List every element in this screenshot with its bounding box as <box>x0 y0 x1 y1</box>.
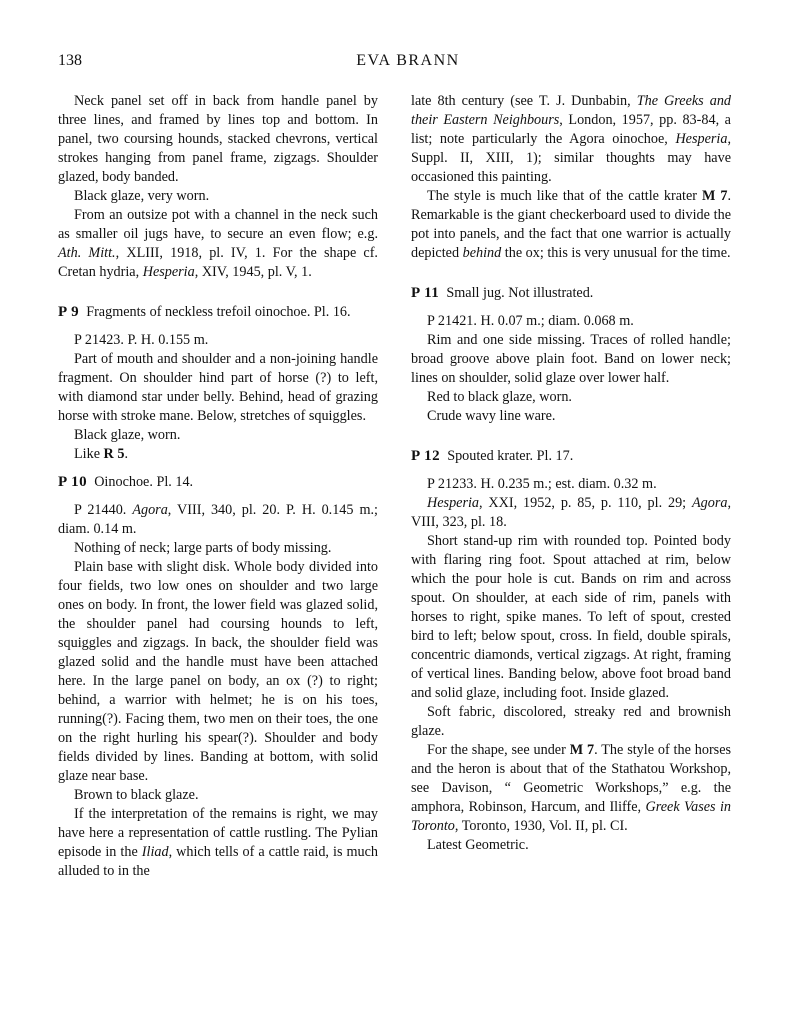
entry-title: Spouted krater. Pl. 17. <box>447 448 574 464</box>
pot-note: From an outsize pot with a channel in the neck such as smaller oil jugs have, to secure an even flow; e.g. Ath. Mitt., XLIII, 1918, pl. IV, 1. For the shape cf. Cretan hydria, Hesperia, XIV, 1945, pl. V, 1. <box>58 207 378 280</box>
entry-ware: Crude wavy line ware. <box>427 408 556 424</box>
entry-references: Hesperia, XXI, 1952, p. 85, p. 110, pl. 29; Agora, VIII, 323, pl. 18. <box>411 495 731 530</box>
entry-date: Latest Geometric. <box>427 837 529 853</box>
entry-description: Plain base with slight disk. Whole body divided into four fields, two low ones on shoulder and two large ones on body. In front, the lower field was glazed solid, the shoulder panel had coursing hounds to left, squiggles and zigzags. In back, the shoulder field was glazed solid and the handle must have been attached here. In the large panel on body, an ox (?) to right; behind, a warrior with helmet; he is on his toes, running(?). Facing them, two men on their toes, the one on the right hurling his spear(?). Shoulder and body fields divided by lines. Banding at bottom, with solid glaze near base. <box>58 559 378 784</box>
entry-condition: Nothing of neck; large parts of body missing. <box>74 540 332 556</box>
catalog-entry-p12 <box>411 447 731 855</box>
entry-heading <box>58 303 378 322</box>
glaze-note: Black glaze, very worn. <box>74 188 210 204</box>
entry-fabric: Soft fabric, discolored, streaky red and brownish glaze. <box>411 704 731 739</box>
catalog-entry-p10 <box>58 473 378 881</box>
inventory-line: P 21423. P. H. 0.155 m. <box>74 332 209 348</box>
running-title: EVA BRANN <box>356 52 460 69</box>
style-paragraph: The style is much like that of the cattle krater M 7. Remarkable is the giant checkerboard used to divide the pot into panels, and the fact that one warrior is actually depicted behind the ox; this is very unusual for the time. <box>411 188 731 261</box>
catalog-entry-p11 <box>411 284 731 426</box>
entry-glaze: Black glaze, worn. <box>74 427 181 443</box>
entry-glaze: Red to black glaze, worn. <box>427 389 572 405</box>
inventory-line: P 21440. Agora, VIII, 340, pl. 20. P. H. 0.145 m.; diam. 0.14 m. <box>58 502 378 537</box>
entry-heading <box>411 447 731 466</box>
entry-glaze: Brown to black glaze. <box>74 787 199 803</box>
entry-comparison: Like R 5. <box>74 446 128 462</box>
entry-heading <box>411 284 731 303</box>
page-number: 138 <box>58 52 82 69</box>
entry-heading <box>58 473 378 492</box>
continued-paragraph: Neck panel set off in back from handle panel by three lines, and framed by lines top and bottom. In panel, two coursing hounds, stacked chevrons, vertical strokes hanging from panel frame, zigzags. Shoulder glazed, body banded. <box>58 93 378 185</box>
catalog-number: P 10 <box>58 474 88 490</box>
catalog-number: P 12 <box>411 448 441 464</box>
entry-title: Fragments of neckless trefoil oinochoe. Pl. 16. <box>86 304 351 320</box>
catalog-number: P 9 <box>58 304 80 320</box>
catalog-number: P 11 <box>411 285 440 301</box>
catalog-entry-p9 <box>58 303 378 464</box>
entry-description: Part of mouth and shoulder and a non-joining handle fragment. On shoulder hind part of horse (?) to left, with diamond star under belly. Behind, head of grazing horse with stroke mane. Below, stretches of squiggles. <box>58 351 378 424</box>
inventory-line: P 21421. H. 0.07 m.; diam. 0.068 m. <box>427 313 634 329</box>
entry-interpretation: If the interpretation of the remains is right, we may have here a representation of cattle rustling. The Pylian episode in the Iliad, which tells of a cattle raid, is much alluded to in the <box>58 806 378 879</box>
entry-title: Oinochoe. Pl. 14. <box>94 474 194 490</box>
entry-title: Small jug. Not illustrated. <box>446 285 594 301</box>
running-header <box>58 52 758 76</box>
entry-description: Rim and one side missing. Traces of rolled handle; broad groove above plain foot. Band on lower neck; lines on shoulder, solid glaze over lower half. <box>411 332 731 386</box>
entry-description: Short stand-up rim with rounded top. Pointed body with flaring ring foot. Spout attached at rim, below which the pour hole is cut. Bands on rim and across spout. On shoulder, at each side of rim, panels with horses to right, spike manes. To left of spout, crested bird to left; below spout, cross. In field, double spirals, concentric diamonds, vertical zigzags. At right, framing of vertical lines. Banding below, above foot broad band and solid glaze, including foot. Inside glazed. <box>411 533 731 701</box>
inventory-line: P 21233. H. 0.235 m.; est. diam. 0.32 m. <box>427 476 657 492</box>
right-column <box>411 92 731 855</box>
entry-comparison: For the shape, see under M 7. The style of the horses and the heron is about that of the Stathatou Workshop, see Davison, “ Geometric Workshops,” e.g. the amphora, Robinson, Harcum, and Iliffe, Greek Vases in Toronto, Toronto, 1930, Vol. II, pl. CI. <box>411 742 732 834</box>
continued-paragraph: late 8th century (see T. J. Dunbabin, The Greeks and their Eastern Neighbours, London, 1957, pp. 83-84, a list; note particularly the Agora oinochoe, Hesperia, Suppl. II, XIII, 1); similar thoughts may have occasioned this painting. <box>411 93 732 185</box>
left-column <box>58 92 378 881</box>
